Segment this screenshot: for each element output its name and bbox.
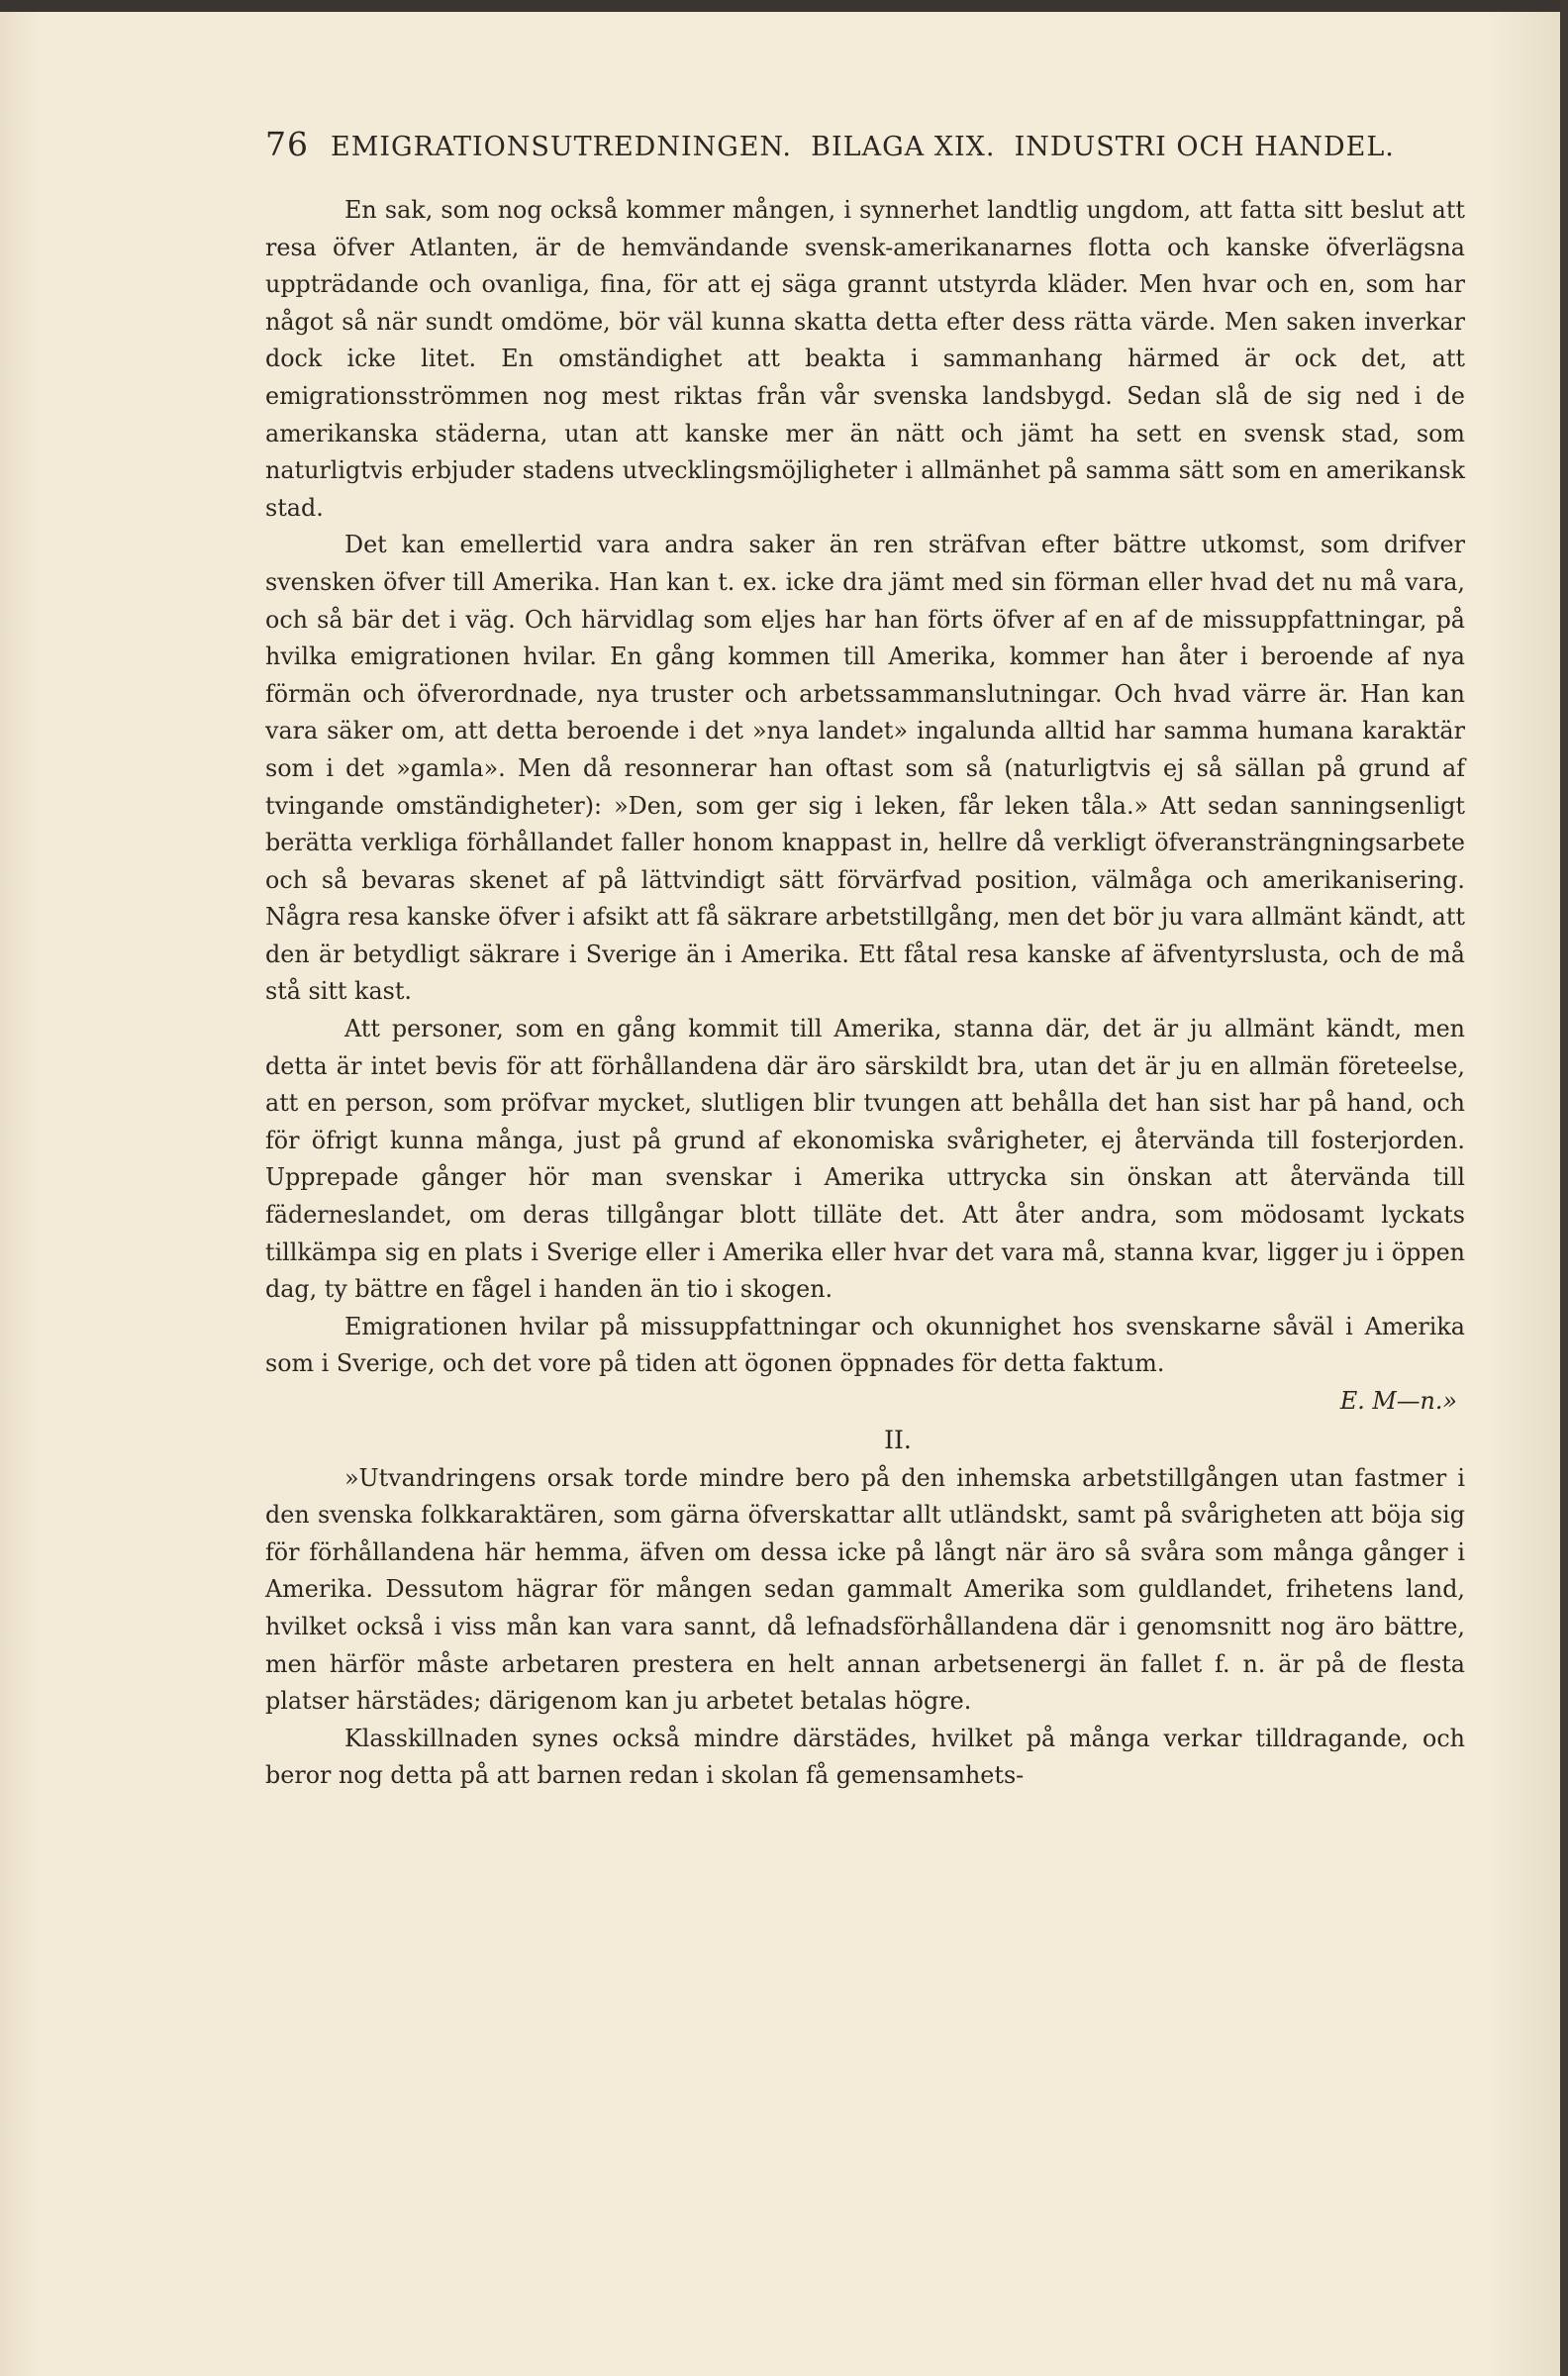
right-edge-shadow [1560, 0, 1568, 2376]
page-number: 76 [265, 125, 309, 163]
paragraph: Klasskillnaden synes också mindre därstädes, hvilket på många verkar tilldragande, och beror nog detta på att barnen redan i skolan få gemensamhets- [265, 1724, 1465, 1790]
paragraph: En sak, som nog också kommer mången, i synnerhet landtlig ungdom, att fatta sitt beslut att resa öfver Atlanten, är de hemvändande svensk-amerikanarnes flotta och kanske öfverlägsna uppträdande och ovanliga, fina, för att ej säga grannt utstyrda kläder. Men hvar och en, som har något så när sundt omdöme, bör väl kunna skatta detta efter dess rätta värde. Men saken inverkar dock icke litet. En omständighet att beakta i sammanhang härmed är ock det, att emigrationsströmmen nog mest riktas från vår svenska landsbygd. Sedan slå de sig ned i de amerikanska städerna, utan att kanske mer än nätt och jämt ha sett en svensk stad, som naturligtvis erbjuder stadens utvecklingsmöjligheter i allmänhet på samma sätt som en amerikansk stad. [265, 196, 1465, 522]
running-header [265, 125, 1483, 168]
signature: E. M—n.» [1339, 1387, 1457, 1415]
running-title: EMIGRATIONSUTREDNINGEN. BILAGA XIX. INDUSTRI OCH HANDEL. [331, 132, 1395, 162]
body-text [265, 192, 1465, 1795]
paragraph: »Utvandringens orsak torde mindre bero på den inhemska arbetstillgången utan fastmer i den svenska folkkaraktären, som gärna öfverskattar allt utländskt, samt på svårigheten att böja sig för förhållandena här hemma, äfven om dessa icke på långt när äro så svåra som många gånger i Amerika. Dessutom hägrar för mången sedan gammalt Amerika som guldlandet, frihetens land, hvilket också i viss mån kan vara sannt, då lefnadsförhållandena där i genomsnitt nog äro bättre, men härför måste arbetaren prestera en helt annan arbetsenergi än fallet f. n. är på de flesta platser härstädes; därigenom kan ju arbetet betalas högre. [265, 1463, 1465, 1716]
paragraph: Att personer, som en gång kommit till Amerika, stanna där, det är ju allmänt kändt, men detta är intet bevis för att förhållandena där äro särskildt bra, utan det är ju en allmän företeelse, att en person, som pröfvar mycket, slutligen blir tvungen att behålla det han sist har på hand, och för öfrigt kunna många, just på grund af ekonomiska svårigheter, ej återvända till fosterjorden. Upprepade gånger hör man svenskar i Amerika uttrycka sin önskan att återvända till fäderneslandet, om deras tillgångar blott tilläte det. Att åter andra, som mödosamt lyckats tillkämpa sig en plats i Sverige eller i Amerika eller hvar det vara må, stanna kvar, ligger ju i öppen dag, ty bättre en fågel i handen än tio i skogen. [265, 1015, 1465, 1304]
paragraph: Det kan emellertid vara andra saker än ren sträfvan efter bättre utkomst, som drifver svensken öfver till Amerika. Han kan t. ex. icke dra jämt med sin förman eller hvad det nu må vara, och så bär det i väg. Och härvidlag som eljes har han förts öfver af en af de missuppfattningar, på hvilka emigrationen hvilar. En gång kommen till Amerika, kommer han åter i beroende af nya förmän och öfverordnade, nya truster och arbetssammanslutningar. Och hvad värre är. Han kan vara säker om, att detta beroende i det »nya landet» ingalunda alltid har samma humana karaktär som i det »gamla». Men då resonnerar han oftast som så (naturligtvis ej så sällan på grund af tvingande omständigheter): »Den, som ger sig i leken, får leken tåla.» Att sedan sanningsenligt berätta verkliga förhållandet faller honom knappast in, hellre då verkligt öfveransträngningsarbete och så bevaras skenet af på lättvindigt sätt förvärfvad position, välmåga och amerikanisering. Några resa kanske öfver i afsikt att få säkrare arbetstillgång, men det bör ju vara allmänt kändt, att den är betydligt säkrare i Sverige än i Amerika. Ett fåtal resa kanske af äfventyrslusta, och de må stå sitt kast. [265, 531, 1465, 1006]
top-edge-shadow [0, 0, 1568, 12]
section-heading: II. [884, 1425, 912, 1454]
paragraph: Emigrationen hvilar på missuppfattningar och okunnighet hos svenskarne såväl i Amerika som i Sverige, och det vore på tiden att ögonen öppnades för detta faktum. [265, 1312, 1465, 1378]
